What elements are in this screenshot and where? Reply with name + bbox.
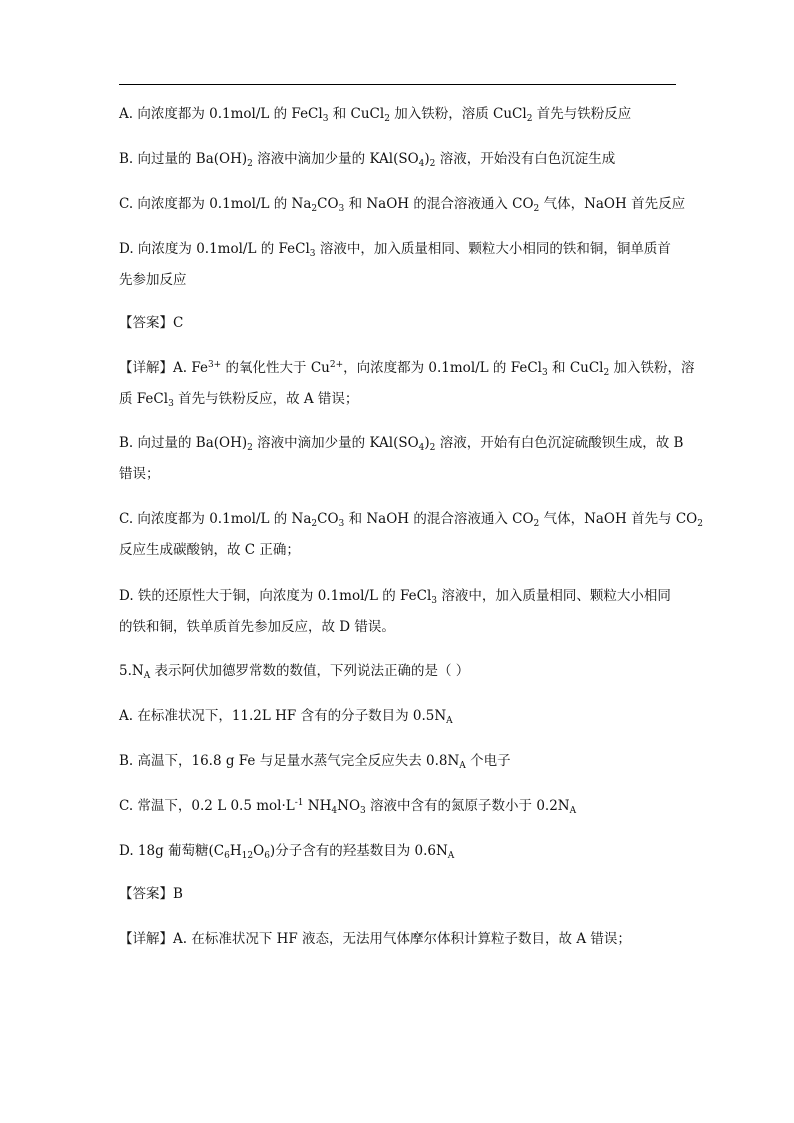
q4-explanation-b-line1: B. 向过量的 $Ba(OH)_2$ 溶液中滴加少量的 $KAl(SO_4)_2$ 溶液，开始有白色沉淀硫酸钡生成，故 B [119, 435, 684, 453]
q4-option-a: A. 向浓度都为 0.1mol/L 的 FeCl$_3$ 和 CuCl$_2$ 加入铁粉，溶质 CuCl$_2$ 首先与铁粉反应 [119, 106, 632, 124]
q5-option-c: C. 常温下，0.2 L 0.5 $mol\cdot L^{-1}$ $NH_4NO_3$ 溶液中含有的氮原子数小于 $0.2N_A$ [119, 798, 577, 816]
header-rule [119, 84, 676, 85]
q4-explanation-a-line2: 质 FeCl$_3$ 首先与铁粉反应，故 A 错误； [119, 391, 359, 409]
q5-option-d: D. 18g 葡萄糖$(C_6H_{12}O_6)$分子含有的羟基数目为 $0.6N_A$ [119, 843, 455, 861]
q4-option-c: C. 向浓度都为 0.1mol/L 的 $Na_2CO_3$ 和 NaOH 的混合溶液通入 $CO_2$ 气体，NaOH 首先反应 [119, 196, 686, 214]
q4-option-d-line2: 先参加反应 [119, 272, 187, 288]
q4-explanation-d-line1: D. 铁的还原性大于铜，向浓度为 0.1mol/L 的 FeCl$_3$ 溶液中，加入质量相同、颗粒大小相同 [119, 588, 671, 606]
q4-explanation-a-line1: 【详解】A. $Fe^{3+}$ 的氧化性大于 $Cu^{2+}$，向浓度都为 0.1mol/L 的 FeCl$_3$ 和 CuCl$_2$ 加入铁粉，溶 [119, 360, 695, 378]
q5-stem: $5.N_A$ 表示阿伏加德罗常数的数值，下列说法正确的是（ ） [119, 663, 470, 681]
q5-explanation-a: 【详解】A. 在标准状况下 HF 液态，无法用气体摩尔体积计算粒子数目，故 A 错误； [119, 931, 631, 947]
q5-option-a: A. 在标准状况下，11.2L HF 含有的分子数目为 $0.5N_A$ [119, 708, 453, 726]
q4-option-b: B. 向过量的 $Ba(OH)_2$ 溶液中滴加少量的 $KAl(SO_4)_2$ 溶液，开始没有白色沉淀生成 [119, 151, 616, 169]
q4-explanation-c-line2: 反应生成碳酸钠，故 C 正确； [119, 542, 300, 558]
q4-answer: 【答案】C [119, 315, 184, 331]
q5-option-b: B. 高温下，16.8 g Fe 与足量水蒸气完全反应失去 $0.8N_A$ 个电子 [119, 753, 511, 771]
q5-answer: 【答案】B [119, 886, 183, 902]
q4-explanation-d-line2: 的铁和铜，铁单质首先参加反应，故 D 错误。 [119, 619, 395, 635]
q4-option-d-line1: D. 向浓度为 0.1mol/L 的 FeCl$_3$ 溶液中，加入质量相同、颗粒大小相同的铁和铜，铜单质首 [119, 241, 671, 259]
q4-explanation-b-line2: 错误； [119, 466, 160, 482]
q4-explanation-c-line1: C. 向浓度都为 0.1mol/L 的 $Na_2CO_3$ 和 NaOH 的混合溶液通入 $CO_2$ 气体，NaOH 首先与 $CO_2$ [119, 511, 703, 529]
